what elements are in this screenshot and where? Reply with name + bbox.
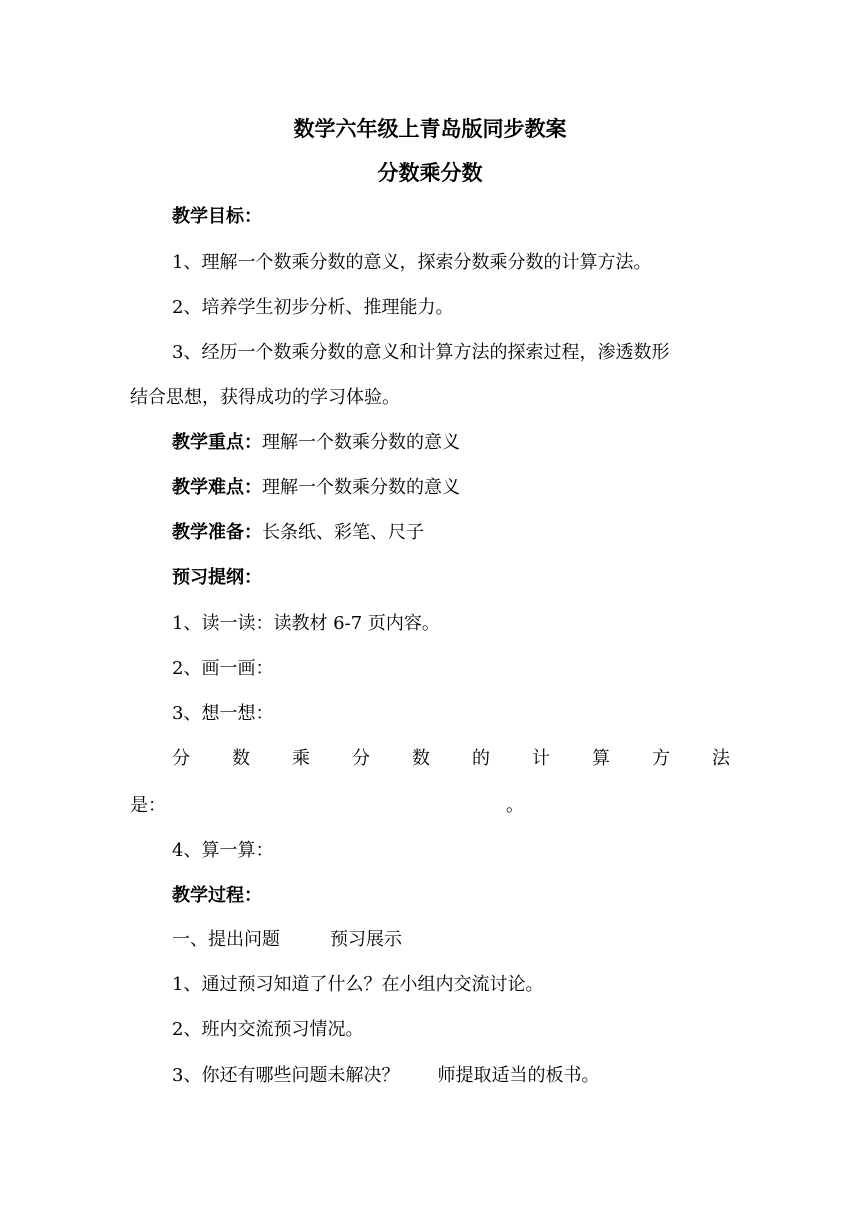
objective-3-line-1: 3、经历一个数乘分数的意义和计算方法的探索过程，渗透数形 xyxy=(172,342,670,363)
process-3 xyxy=(130,1062,772,1090)
spread-char: 数 xyxy=(412,748,430,769)
preparation-label: 教学准备： xyxy=(172,522,262,543)
spread-char: 的 xyxy=(472,748,490,769)
process-1: 1、通过预习知道了什么？在小组内交流讨论。 xyxy=(172,974,544,995)
objective-2: 2、培养学生初步分析、推理能力。 xyxy=(172,297,454,318)
process-heading: 教学过程： xyxy=(172,885,262,906)
section-1-left: 一、提出问题 xyxy=(172,929,280,950)
process-3-right: 师提取适当的板书。 xyxy=(437,1065,600,1086)
process-2: 2、班内交流预习情况。 xyxy=(172,1019,364,1040)
section-1 xyxy=(130,926,772,954)
outline-3-fill-blank xyxy=(130,792,524,820)
outline-1: 1、读一读：读教材 6-7 页内容。 xyxy=(172,613,440,634)
document-title: 数学六年级上青岛版同步教案 xyxy=(293,117,567,141)
spread-char: 计 xyxy=(532,748,550,769)
spread-char: 分 xyxy=(352,748,370,769)
section-1-right: 预习展示 xyxy=(330,929,402,950)
spread-char: 乘 xyxy=(292,748,310,769)
spread-char: 法 xyxy=(712,748,730,769)
outline-4: 4、算一算： xyxy=(172,840,274,861)
fill-blank-end: 。 xyxy=(506,795,524,816)
difficulty xyxy=(130,474,772,502)
outline-heading: 预习提纲： xyxy=(172,567,262,588)
preparation xyxy=(130,519,772,547)
outline-3-spread-line xyxy=(172,745,730,773)
document-subtitle: 分数乘分数 xyxy=(377,161,483,185)
process-3-left: 3、你还有哪些问题未解决？ xyxy=(172,1065,400,1086)
objectives-heading: 教学目标： xyxy=(172,206,262,227)
preparation-text: 长条纸、彩笔、尺子 xyxy=(262,522,424,543)
objective-3-line-2: 结合思想，获得成功的学习体验。 xyxy=(130,387,400,408)
difficulty-text: 理解一个数乘分数的意义 xyxy=(262,477,460,498)
key-point-text: 理解一个数乘分数的意义 xyxy=(262,432,460,453)
outline-2: 2、画一画： xyxy=(172,658,274,679)
spread-char: 分 xyxy=(172,748,190,769)
key-point-label: 教学重点： xyxy=(172,432,262,453)
objective-1: 1、理解一个数乘分数的意义，探索分数乘分数的计算方法。 xyxy=(172,252,652,273)
outline-3: 3、想一想： xyxy=(172,703,274,724)
key-point xyxy=(130,429,772,457)
spread-char: 方 xyxy=(652,748,670,769)
spread-char: 算 xyxy=(592,748,610,769)
difficulty-label: 教学难点： xyxy=(172,477,262,498)
fill-blank-start: 是： xyxy=(130,795,166,816)
spread-char: 数 xyxy=(232,748,250,769)
